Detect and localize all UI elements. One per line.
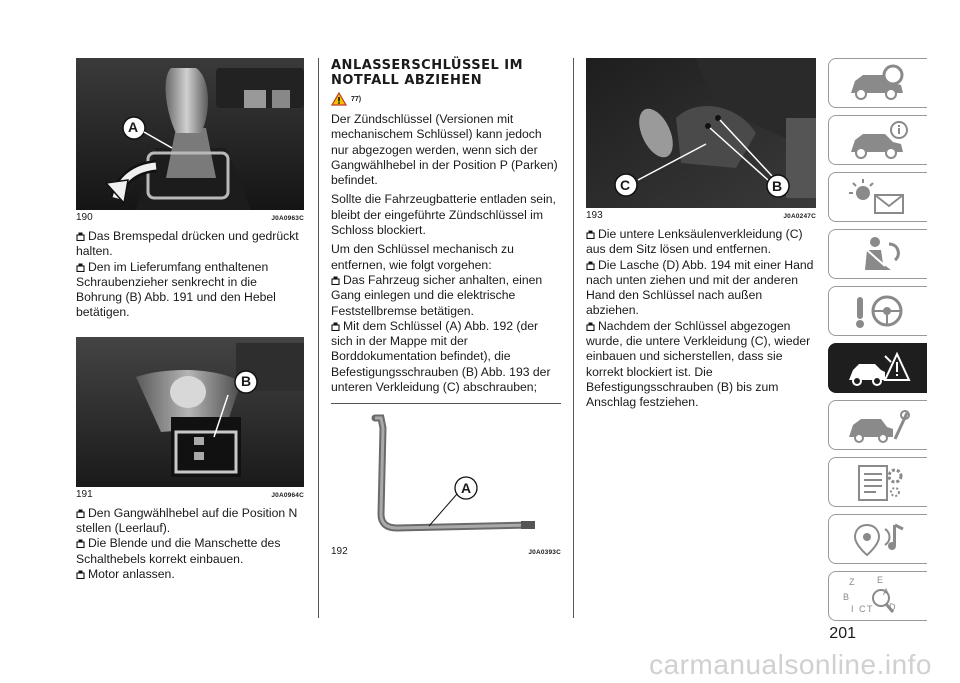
car-info-icon xyxy=(845,120,911,160)
step-bullet-icon xyxy=(331,322,340,331)
step-bullet-icon xyxy=(331,276,340,285)
index-letter: D xyxy=(889,602,896,612)
airbag-seat-icon xyxy=(845,234,911,274)
index-letter: B xyxy=(843,592,850,602)
tab-index[interactable] xyxy=(828,571,927,621)
tab-service[interactable] xyxy=(828,400,927,450)
step-bullet-icon xyxy=(586,230,595,239)
step-bullet-icon xyxy=(76,509,85,518)
step-bullet-icon xyxy=(76,539,85,548)
tab-knowing-vehicle[interactable] xyxy=(828,58,927,108)
step-bullet-icon xyxy=(586,322,595,331)
dashboard-lights-icon xyxy=(845,177,911,217)
figure-192-drawing xyxy=(331,404,561,544)
index-letter: E xyxy=(877,575,884,585)
step-item: Motor anlassen. xyxy=(76,567,304,582)
figure-193-caption xyxy=(586,210,816,221)
figure-code: J0A0963C xyxy=(271,215,304,222)
emergency-car-icon xyxy=(845,348,911,388)
step-item: Den Gangwählhebel auf die Position N stellen (Leerlauf). xyxy=(76,505,298,536)
tab-driving[interactable] xyxy=(828,286,927,336)
chapter-tabs xyxy=(828,58,928,628)
figure-number: 192 xyxy=(331,546,348,558)
figure-number: 191 xyxy=(76,488,93,500)
warning-triangle-icon xyxy=(331,92,347,106)
figure-191-caption xyxy=(76,489,304,500)
step-item: Die untere Lenksäulenverkleidung (C) aus dem Sitz lösen und entfernen. xyxy=(586,227,803,257)
column-1 xyxy=(76,58,304,582)
car-steering-icon xyxy=(845,63,911,103)
step-bullet-icon xyxy=(76,570,85,579)
tab-dashboard[interactable] xyxy=(828,172,927,222)
warning-reference xyxy=(331,92,561,106)
figure-number: 193 xyxy=(586,210,603,221)
car-service-icon xyxy=(845,405,911,445)
step-item: Nachdem der Schlüssel abgezogen wurde, die untere Verkleidung (C), wieder einbauen und sicherstellen, dass sie korrekt blockiert ist. Die Befestigungsschrauben (B) bis zum Anschlag festziehen. xyxy=(586,318,811,410)
figure-191-photo xyxy=(76,337,304,487)
step-bullet-icon xyxy=(76,263,85,272)
step-item: Das Fahrzeug sicher anhalten, einen Gang einlegen und die elektrische Feststellbremse betätigen. xyxy=(331,272,543,318)
callout-a-label: A xyxy=(461,480,472,497)
figure-code: J0A0393C xyxy=(528,549,561,557)
index-letter: A xyxy=(883,587,890,597)
figure-190-caption xyxy=(76,212,304,223)
column-2 xyxy=(331,58,561,563)
step-item: Die Lasche (D) Abb. 194 mit einer Hand nach unten ziehen und mit der anderen Hand den Schlüssel nach außen abziehen. xyxy=(586,257,814,318)
step-bullet-icon xyxy=(76,232,85,241)
steering-wheel-icon xyxy=(845,291,911,331)
index-letter: Z xyxy=(849,577,855,587)
warning-ref-number: 77) xyxy=(351,95,362,103)
figure-193-photo xyxy=(586,58,816,208)
tab-emergency[interactable] xyxy=(828,343,927,393)
paragraph: Um den Schlüssel mechanisch zu entfernen, wie folgt vorgehen: xyxy=(331,242,514,272)
step-bullet-icon xyxy=(586,261,595,270)
specifications-icon xyxy=(845,462,911,502)
watermark: carmanualsonline.info xyxy=(649,649,932,680)
tab-technical-data[interactable] xyxy=(828,457,927,507)
tab-safety[interactable] xyxy=(828,229,927,279)
figure-code: J0A0964C xyxy=(271,491,304,499)
paragraph: Sollte die Fahrzeugbatterie entladen sein, bleibt der eingeführte Zündschlüssel im Schloss blockiert. xyxy=(331,192,556,238)
step-item: Mit dem Schlüssel (A) Abb. 192 (der sich in der Mappe mit der Borddokumentation befindet), die Befestigungsschrauben (B) Abb. 193 der unteren Verkleidung (C) abschrauben; xyxy=(331,318,551,395)
index-letter: T xyxy=(867,604,873,614)
paragraph: Der Zündschlüssel (Versionen mit mechanischem Schlüssel) kann jedoch nur abgezogen werden, wenn sich der Gangwählhebel in der Position P (Parken) befindet. xyxy=(331,112,558,188)
index-letter: I xyxy=(851,604,854,614)
tab-multimedia[interactable] xyxy=(828,514,927,564)
index-letter: C xyxy=(859,604,866,614)
step-item: Die Blende und die Manschette des Schalthebels korrekt einbauen. xyxy=(76,536,281,566)
figure-190-photo xyxy=(76,58,304,210)
figure-192-caption xyxy=(331,546,561,557)
column-divider-2 xyxy=(573,58,574,618)
column-divider-1 xyxy=(318,58,319,618)
callout-b-label: B xyxy=(241,372,252,389)
figure-number: 190 xyxy=(76,212,93,223)
column-3 xyxy=(586,58,816,411)
tab-vehicle-info[interactable] xyxy=(828,115,927,165)
section-heading: ANLASSERSCHLÜSSEL IM NOTFALL ABZIEHEN xyxy=(331,58,524,88)
callout-c-label: C xyxy=(620,177,631,193)
figure-code: J0A0247C xyxy=(783,213,816,220)
step-item: Das Bremspedal drücken und gedrückt halten. xyxy=(76,229,299,259)
page-number: 201 xyxy=(829,625,856,642)
callout-a-label: A xyxy=(128,119,139,135)
step-item: Den im Lieferumfang enthaltenen Schraubenzieher senkrecht in die Bohrung (B) Abb. 191 und den Hebel betätigen. xyxy=(76,259,276,320)
callout-b-label: B xyxy=(772,178,783,194)
multimedia-icon xyxy=(845,519,911,559)
